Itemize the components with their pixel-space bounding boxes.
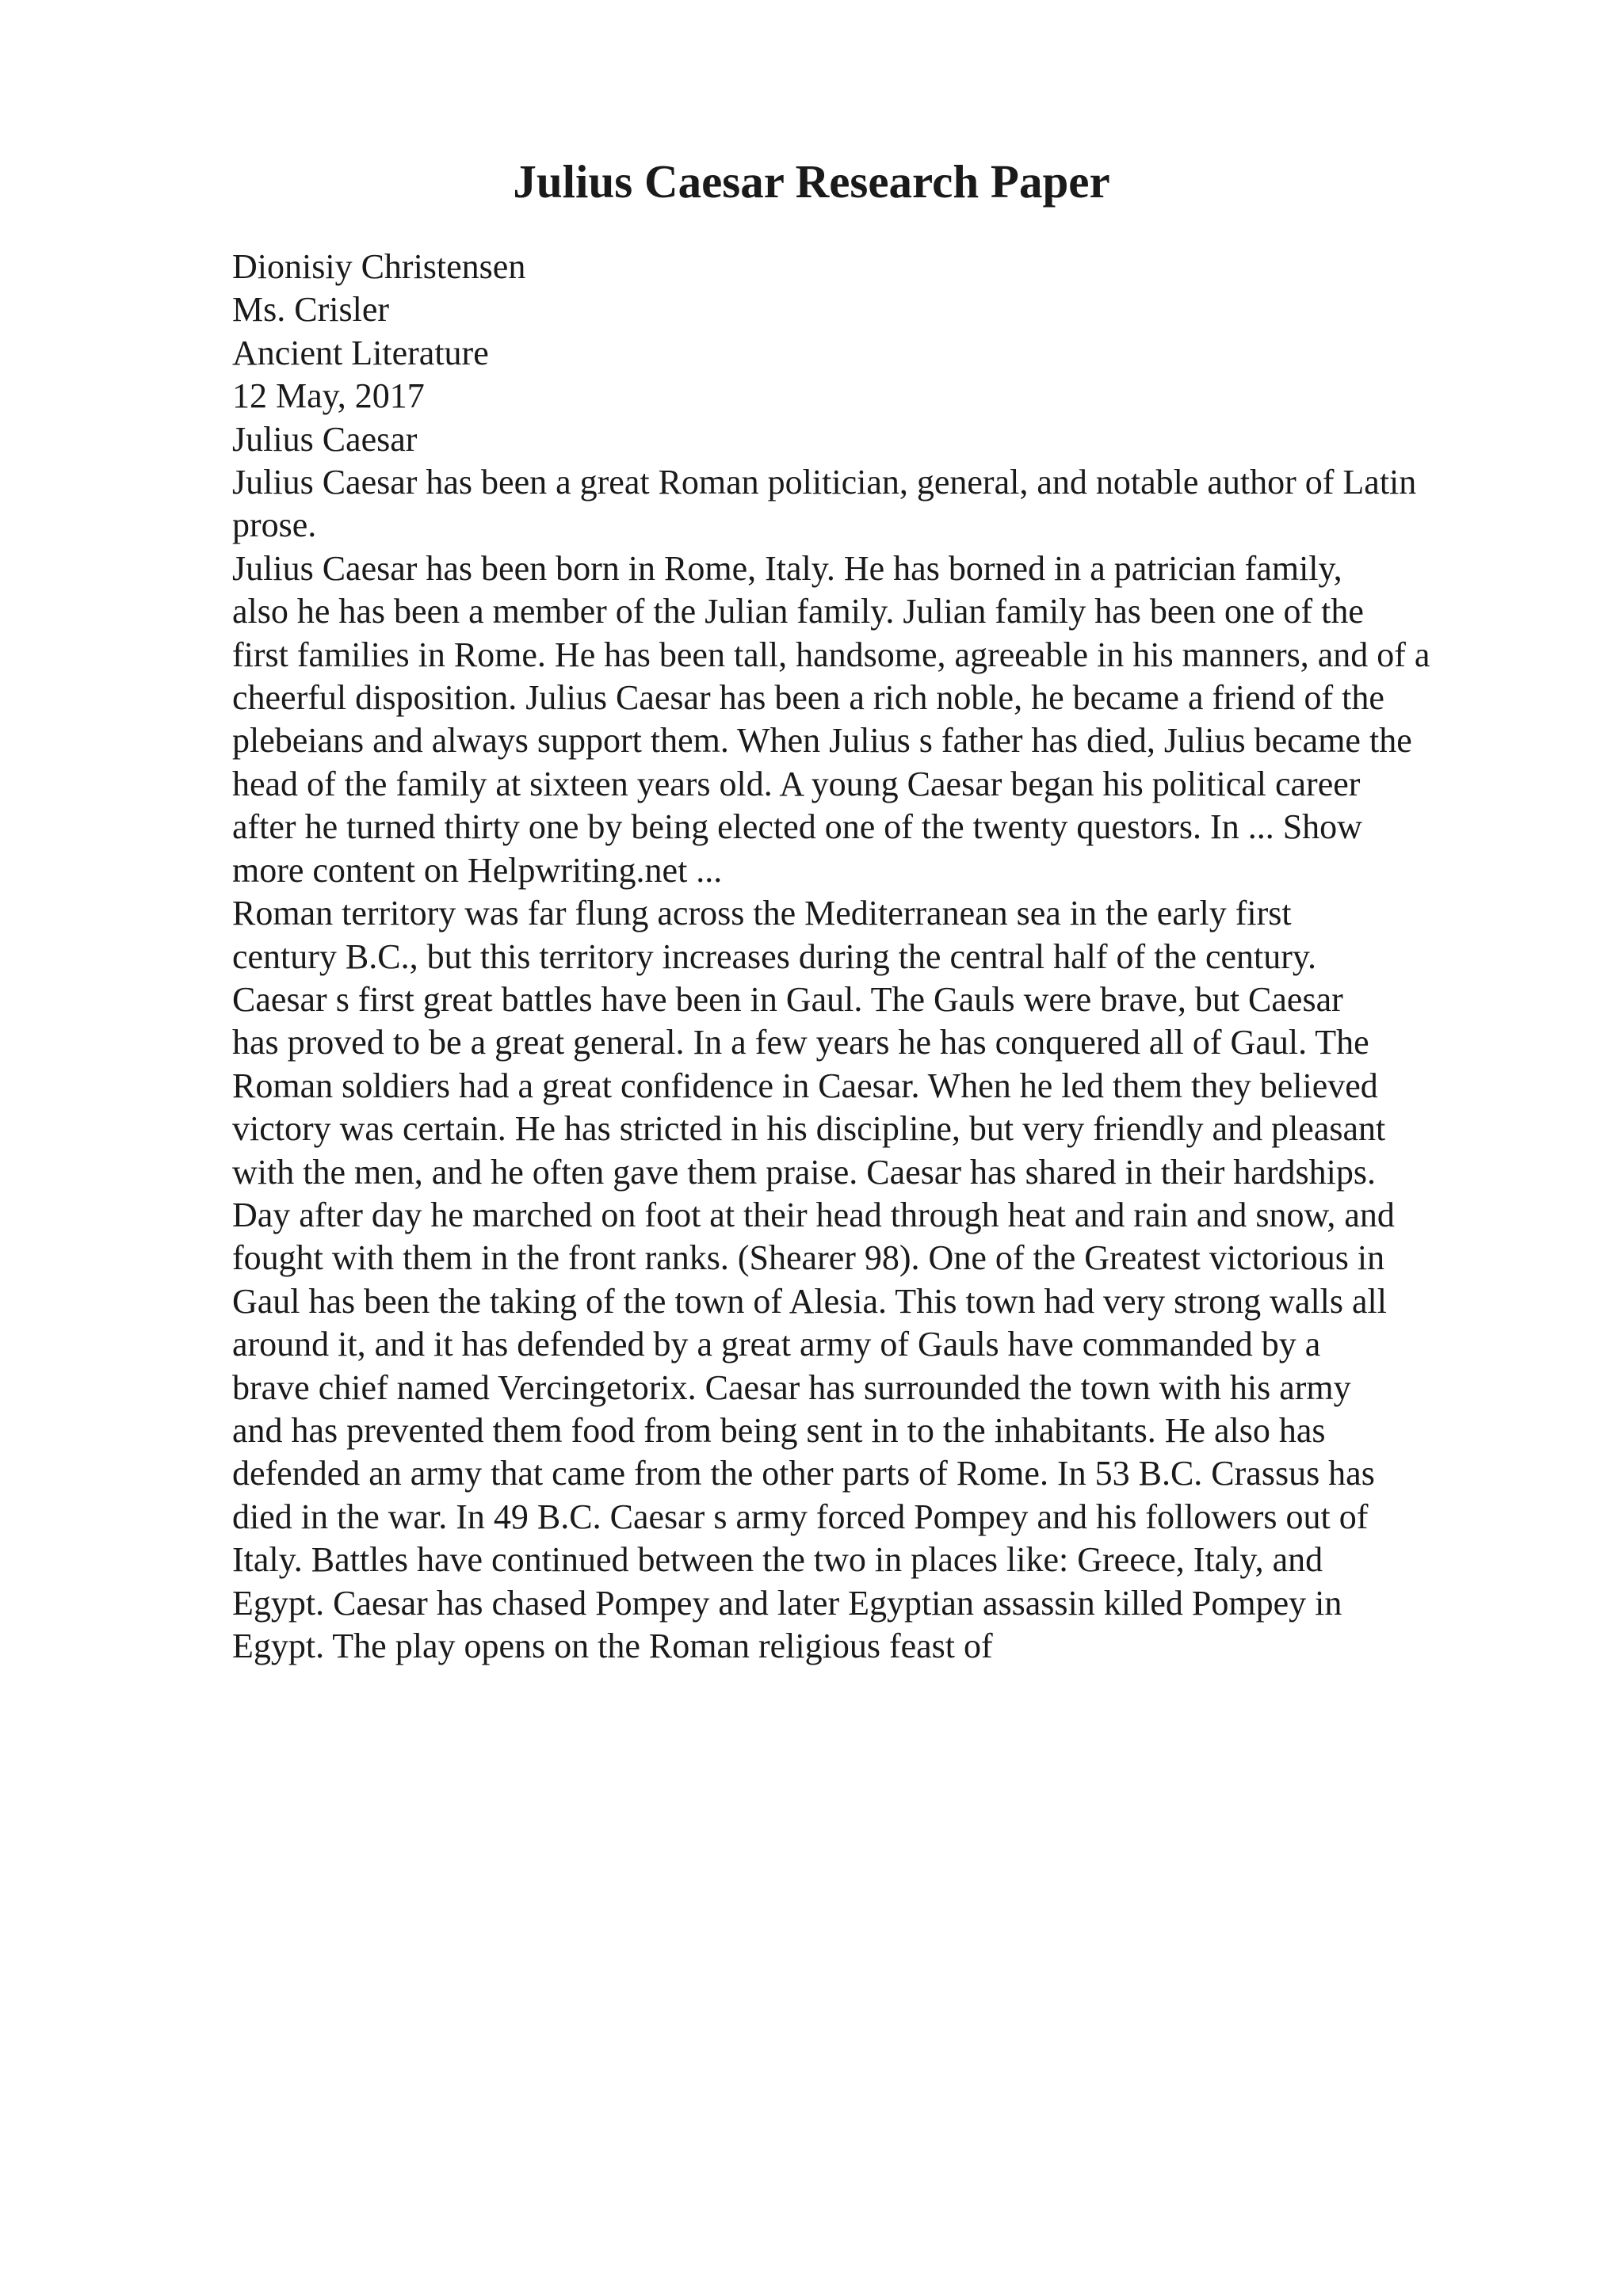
text-line: prose. bbox=[232, 505, 317, 545]
text-line: Day after day he marched on foot at their head through heat and rain and snow, and bbox=[232, 1195, 1395, 1234]
text-line: has proved to be a great general. In a few years he has conquered all of Gaul. The bbox=[232, 1023, 1369, 1062]
course-name: Ancient Literature bbox=[232, 333, 489, 372]
document-title: Julius Caesar Research Paper bbox=[513, 155, 1110, 208]
text-line: Egypt. The play opens on the Roman religious feast of bbox=[232, 1627, 993, 1665]
text-line: first families in Rome. He has been tall, handsome, agreeable in his manners, and of a bbox=[232, 635, 1430, 674]
text-line: cheerful disposition. Julius Caesar has been a rich noble, he became a friend of the bbox=[232, 678, 1384, 718]
text-line: more content on Helpwriting.net ... bbox=[232, 850, 723, 890]
author-name: Dionisiy Christensen bbox=[232, 247, 526, 286]
document-subject: Julius Caesar bbox=[232, 419, 418, 459]
text-line: with the men, and he often gave them praise. Caesar has shared in their hardships. bbox=[232, 1152, 1376, 1192]
text-line: Caesar s first great battles have been in Gaul. The Gauls were brave, but Caesar bbox=[232, 979, 1343, 1019]
text-line: Julius Caesar has been a great Roman politician, general, and notable author of Latin bbox=[232, 463, 1417, 502]
text-line: after he turned thirty one by being elected one of the twenty questors. In ... Show bbox=[232, 807, 1362, 847]
text-line: plebeians and always support them. When Julius s father has died, Julius became the bbox=[232, 721, 1412, 761]
text-line: fought with them in the front ranks. (Shearer 98). One of the Greatest victorious in bbox=[232, 1238, 1385, 1278]
text-line: died in the war. In 49 B.C. Caesar s army forced Pompey and his followers out of bbox=[232, 1497, 1369, 1536]
text-line: Gaul has been the taking of the town of Alesia. This town had very strong walls all bbox=[232, 1281, 1388, 1321]
text-line: Roman territory was far flung across the Mediterranean sea in the early first bbox=[232, 894, 1292, 933]
text-line: head of the family at sixteen years old. A young Caesar began his political career bbox=[232, 764, 1361, 803]
text-line: Egypt. Caesar has chased Pompey and later Egyptian assassin killed Pompey in bbox=[232, 1583, 1342, 1623]
body-lines bbox=[232, 461, 1540, 1668]
text-line: and has prevented them food from being sent in to the inhabitants. He also has bbox=[232, 1410, 1326, 1450]
document-body bbox=[232, 246, 1540, 1668]
text-line: Roman soldiers had a great confidence in Caesar. When he led them they believed bbox=[232, 1066, 1378, 1105]
text-line: defended an army that came from the other parts of Rome. In 53 B.C. Crassus has bbox=[232, 1454, 1375, 1493]
text-line: century B.C., but this territory increases during the central half of the century. bbox=[232, 936, 1317, 976]
text-line: brave chief named Vercingetorix. Caesar has surrounded the town with his army bbox=[232, 1367, 1351, 1407]
text-line: victory was certain. He has stricted in his discipline, but very friendly and pleasant bbox=[232, 1109, 1386, 1149]
text-line: Julius Caesar has been born in Rome, Italy. He has borned in a patrician family, bbox=[232, 548, 1342, 588]
teacher-name: Ms. Crisler bbox=[232, 290, 389, 330]
text-line: around it, and it has defended by a great army of Gauls have commanded by a bbox=[232, 1325, 1321, 1364]
text-line: Italy. Battles have continued between the two in places like: Greece, Italy, and bbox=[232, 1540, 1323, 1580]
text-line: also he has been a member of the Julian family. Julian family has been one of the bbox=[232, 592, 1364, 631]
document-date: 12 May, 2017 bbox=[232, 376, 425, 416]
